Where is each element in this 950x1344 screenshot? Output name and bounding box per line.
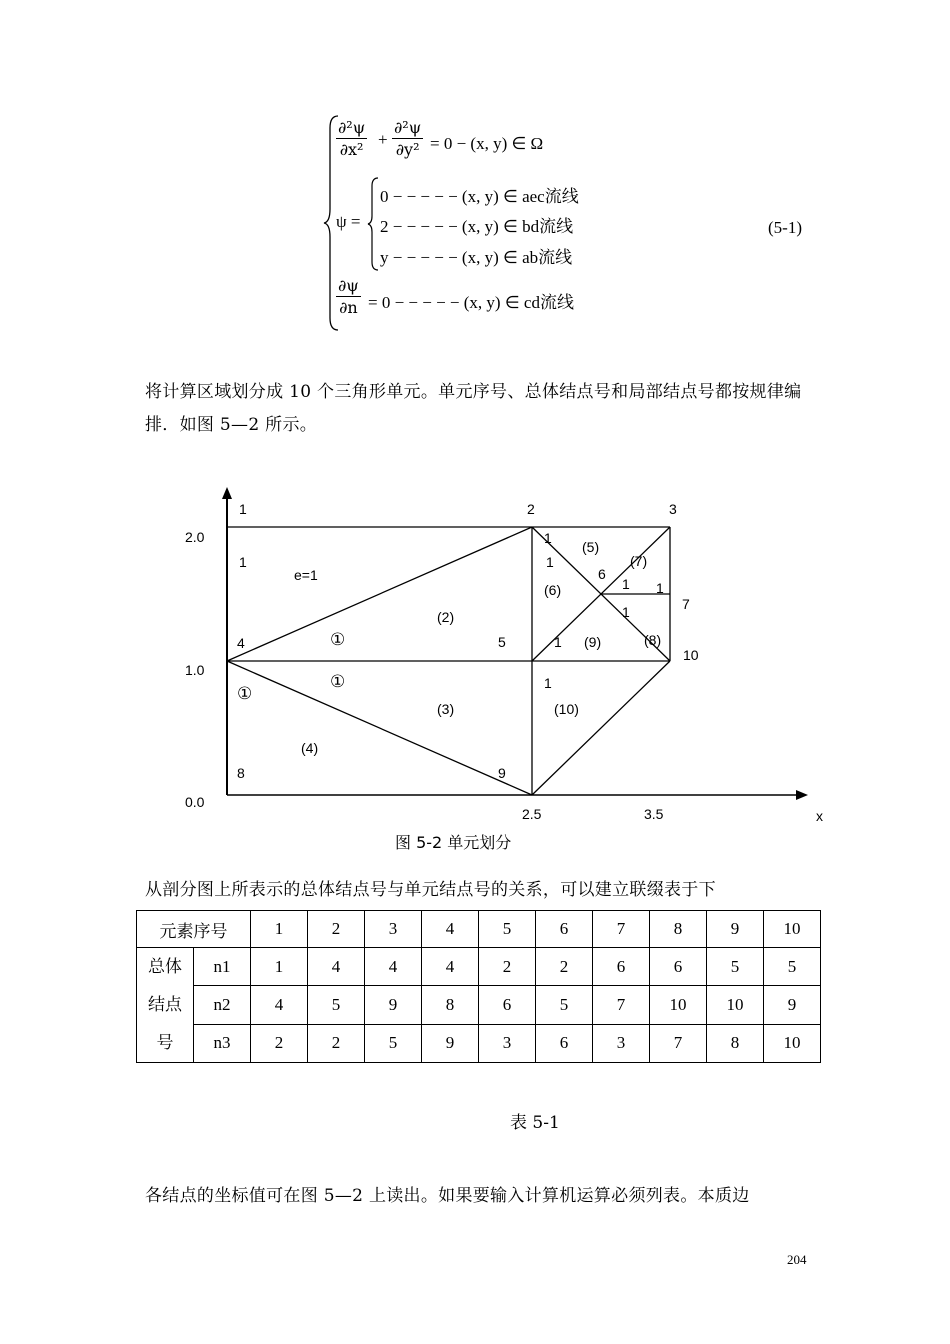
node-6: 6 xyxy=(598,566,606,582)
fraction-dpsi-dn: ∂ψ ∂n xyxy=(338,276,359,317)
inner-brace xyxy=(366,176,380,272)
element-label-10: (10) xyxy=(554,701,579,717)
table-header-cell: 2 xyxy=(308,911,365,948)
table-header-cell: 5 xyxy=(479,911,536,948)
case-ab: y − − − − − (x, y) ∈ ab流线 xyxy=(380,248,573,267)
local-label: 1 xyxy=(544,530,552,546)
element-label-4: (4) xyxy=(301,740,319,756)
node-8: 8 xyxy=(237,765,245,781)
table-header-label: 元素序号 xyxy=(137,911,251,948)
element-label-3: (3) xyxy=(437,701,455,717)
table-header-row xyxy=(137,911,821,948)
paragraph-intro: 将计算区域划分成 10 个三角形单元。单元序号、总体结点号和局部结点号都按规律编排．如图 5—2 所示。 xyxy=(145,382,802,435)
local-label: 1 xyxy=(554,634,562,650)
table-group-label: 总体 结点 号 xyxy=(137,948,194,1063)
local-label-circled: ① xyxy=(237,684,253,703)
local-label-circled: ① xyxy=(330,630,346,649)
local-label: 1 xyxy=(622,576,630,592)
table-cell: 6 xyxy=(479,986,536,1024)
table-cell: 3 xyxy=(593,1024,650,1062)
paragraph-coordinates: 各结点的坐标值可在图 5—2 上读出。如果要输入计算机运算必须列表。本质边 xyxy=(145,1186,750,1206)
table-cell: 10 xyxy=(764,1024,821,1062)
table-header-cell: 10 xyxy=(764,911,821,948)
element-label-1: e=1 xyxy=(294,567,318,583)
node-4: 4 xyxy=(237,635,245,651)
x-tick-2-5: 2.5 xyxy=(522,806,542,822)
x-axis-arrow xyxy=(796,790,808,800)
node-3: 3 xyxy=(669,501,677,517)
figure-element-mesh xyxy=(180,485,830,855)
local-label: 1 xyxy=(546,554,554,570)
element-label-6: (6) xyxy=(544,582,562,598)
table-cell: 6 xyxy=(536,1024,593,1062)
local-label: 1 xyxy=(656,580,664,596)
table-row-name: n3 xyxy=(194,1024,251,1062)
node-9: 9 xyxy=(498,765,506,781)
equation-5-1 xyxy=(322,110,822,335)
table-cell: 10 xyxy=(650,986,707,1024)
table-cell: 2 xyxy=(536,948,593,986)
table-cell: 6 xyxy=(650,948,707,986)
local-label: 1 xyxy=(622,604,630,620)
table-header-cell: 3 xyxy=(365,911,422,948)
table-caption: 表 5-1 xyxy=(510,1113,560,1133)
table-cell: 9 xyxy=(422,1024,479,1062)
local-label: 1 xyxy=(239,554,247,570)
x-axis-label: x xyxy=(816,808,823,824)
table-cell: 4 xyxy=(365,948,422,986)
element-label-9: (9) xyxy=(584,634,602,650)
table-cell: 9 xyxy=(365,986,422,1024)
y-tick-0-0: 0.0 xyxy=(185,794,205,810)
equation-line5-rest: = 0 − − − − − (x, y) ∈ cd流线 xyxy=(368,293,574,312)
node-10: 10 xyxy=(683,647,699,663)
table-header-cell: 4 xyxy=(422,911,479,948)
table-cell: 5 xyxy=(308,986,365,1024)
plus-sign: + xyxy=(378,130,388,149)
case-aec: 0 − − − − − (x, y) ∈ aec流线 xyxy=(380,187,579,206)
table-header-cell: 7 xyxy=(593,911,650,948)
y-tick-1-0: 1.0 xyxy=(185,662,205,678)
table-cell: 9 xyxy=(764,986,821,1024)
table-cell: 1 xyxy=(251,948,308,986)
page-number: 204 xyxy=(787,1252,807,1267)
table-header-cell: 1 xyxy=(251,911,308,948)
connectivity-table xyxy=(136,910,821,1063)
figure-caption: 图 5-2 单元划分 xyxy=(395,833,512,852)
paragraph-table-intro: 从剖分图上所表示的总体结点号与单元结点号的关系，可以建立联缀表于下 xyxy=(145,880,716,900)
table-row xyxy=(137,986,821,1024)
table-cell: 7 xyxy=(593,986,650,1024)
local-label-circled: ① xyxy=(330,672,346,691)
node-2: 2 xyxy=(527,501,535,517)
table-cell: 5 xyxy=(764,948,821,986)
case-bd: 2 − − − − − (x, y) ∈ bd流线 xyxy=(380,217,574,236)
table-cell: 2 xyxy=(251,1024,308,1062)
node-7: 7 xyxy=(682,596,690,612)
table-cell: 3 xyxy=(479,1024,536,1062)
equation-number: (5-1) xyxy=(768,218,802,237)
element-label-5: (5) xyxy=(582,539,600,555)
table-header-cell: 6 xyxy=(536,911,593,948)
element-label-8: (8) xyxy=(644,632,662,648)
table-cell: 8 xyxy=(422,986,479,1024)
fraction-d2psi-dx2: ∂²ψ ∂x² xyxy=(338,118,366,159)
local-label: 1 xyxy=(544,675,552,691)
x-tick-3-5: 3.5 xyxy=(644,806,664,822)
table-cell: 5 xyxy=(365,1024,422,1062)
table-cell: 4 xyxy=(422,948,479,986)
equation-line1-rest: = 0 − (x, y) ∈ Ω xyxy=(430,134,544,153)
element-label-7: (7) xyxy=(630,553,648,569)
table-row xyxy=(137,948,821,986)
table-cell: 4 xyxy=(308,948,365,986)
table-cell: 7 xyxy=(650,1024,707,1062)
table-header-cell: 9 xyxy=(707,911,764,948)
table-header-cell: 8 xyxy=(650,911,707,948)
element-label-2: (2) xyxy=(437,609,455,625)
table-cell: 2 xyxy=(308,1024,365,1062)
psi-label: ψ = xyxy=(336,212,361,231)
table-cell: 5 xyxy=(536,986,593,1024)
node-5: 5 xyxy=(498,634,506,650)
y-tick-2-0: 2.0 xyxy=(185,529,205,545)
table-cell: 2 xyxy=(479,948,536,986)
fraction-d2psi-dy2: ∂²ψ ∂y² xyxy=(394,118,422,159)
table-cell: 4 xyxy=(251,986,308,1024)
table-row-name: n1 xyxy=(194,948,251,986)
table-cell: 6 xyxy=(593,948,650,986)
table-cell: 8 xyxy=(707,1024,764,1062)
table-cell: 5 xyxy=(707,948,764,986)
table-row xyxy=(137,1024,821,1062)
table-row-name: n2 xyxy=(194,986,251,1024)
y-axis-arrow xyxy=(222,487,232,499)
node-1: 1 xyxy=(239,501,247,517)
table-cell: 10 xyxy=(707,986,764,1024)
